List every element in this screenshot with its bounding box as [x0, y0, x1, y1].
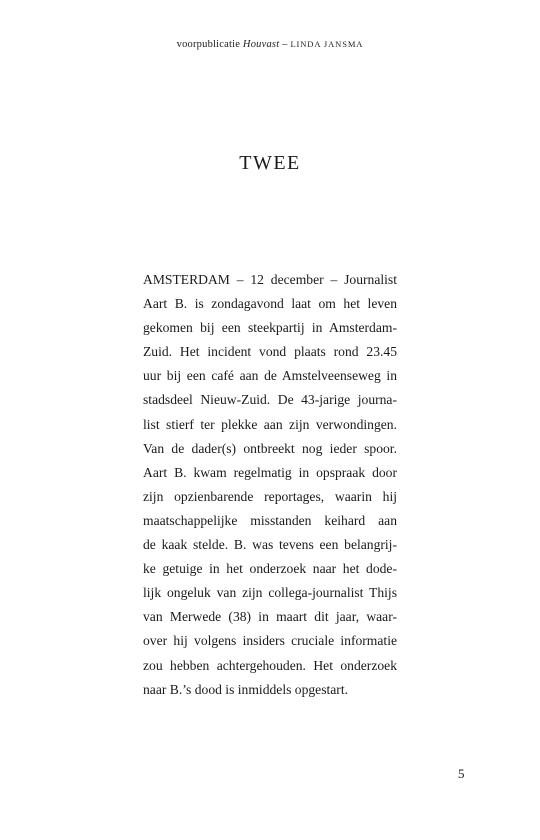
body-line: stadsdeel Nieuw-Zuid. De 43-jarige journa-	[143, 392, 397, 408]
body-line: maatschappelijke misstanden keihard aan	[143, 512, 397, 528]
body-line: lijk ongeluk van zijn collega-journalist Thijs	[143, 585, 397, 601]
body-line: ke getuige in het onderzoek naar het dode-	[143, 561, 397, 577]
page-number: 5	[458, 766, 465, 781]
body-line: uur bij een café aan de Amstelveenseweg in	[143, 368, 397, 384]
running-header	[0, 39, 540, 50]
body-line: Aart B. is zondagavond laat om het leven	[143, 296, 397, 312]
body-paragraph	[143, 268, 397, 702]
body-line: Aart B. kwam regelmatig in opspraak door	[143, 464, 397, 480]
body-line: van Merwede (38) in maart dit jaar, waar-	[143, 609, 397, 625]
body-line: AMSTERDAM – 12 december – Journalist	[143, 272, 397, 287]
body-line: gekomen bij een steekpartij in Amsterdam-	[143, 320, 397, 336]
running-header-book-title: Houvast	[242, 39, 280, 50]
body-line: Zuid. Het incident vond plaats rond 23.45	[143, 344, 397, 360]
body-line: zou hebben achtergehouden. Het onderzoek	[143, 657, 397, 673]
body-line: Van de dader(s) ontbreekt nog ieder spoor.	[143, 440, 397, 456]
chapter-title: TWEE	[239, 152, 301, 174]
running-header-author: LINDA JANSMA	[290, 39, 364, 49]
body-line: list stierf ter plekke aan zijn verwondingen.	[143, 416, 397, 432]
body-line: zijn opzienbarende reportages, waarin hij	[143, 488, 397, 504]
running-header-prefix: voorpublicatie	[176, 39, 243, 50]
body-line: naar B.’s dood is inmiddels opgestart.	[143, 681, 349, 697]
body-line: over hij volgens insiders cruciale informatie	[143, 633, 397, 649]
running-header-separator: –	[279, 39, 291, 50]
body-line: de kaak stelde. B. was tevens een belangrij-	[143, 537, 397, 553]
